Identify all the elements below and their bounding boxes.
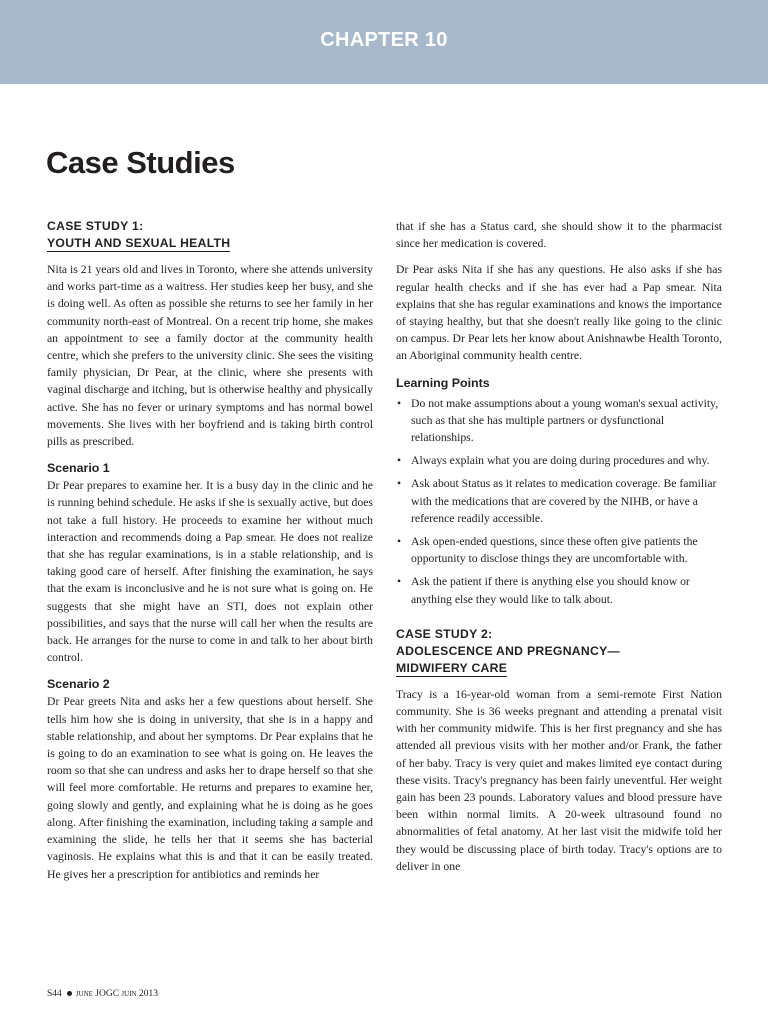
list-item: • Always explain what you are doing during procedures and why. [396, 452, 722, 469]
scenario-2-heading: Scenario 2 [47, 677, 110, 692]
page-number: S44 [47, 989, 62, 999]
chapter-banner [0, 0, 768, 84]
list-item: • Ask about Status as it relates to medication coverage. Be familiar with the medications that are covered by the NIHB, or have a reference readily accessible. [397, 477, 717, 525]
journal-issue: june JOGC juin 2013 [75, 989, 158, 999]
case-study-2-number: CASE STUDY 2: [396, 626, 493, 641]
bullet-icon: • [397, 396, 402, 410]
bullet-icon: • [397, 477, 402, 491]
case-study-1-intro: Nita is 21 years old and lives in Toronto, where she attends university and works part-time as a waitress. Her studies keep her busy, and she is doing well. As often as possible she returns to see her family in her community north-east of Montreal. On a recent trip home, she makes an appointment to see a family doctor at the community health centre, which she prefers to the university clinic. She sees the visiting family physician, Dr Pear, at the clinic, where she presents with vaginal discharge and itching, but is otherwise healthy and physically active. She has no fever or urinary symptoms and has normal bowel movements. She lives with her boyfriend and is taking birth control pills as prescribed. [47, 263, 373, 449]
case-study-1-heading [47, 218, 373, 252]
list-item: • Ask the patient if there is anything else you should know or anything else they would like to talk about. [397, 575, 690, 606]
right-column [396, 218, 722, 875]
chapter-title: CHAPTER 10 [320, 29, 448, 51]
bullet-icon: • [397, 535, 402, 549]
case-study-2-text: Tracy is a 16-year-old woman from a semi-remote First Nation community. She is 36 weeks pregnant and attending a prenatal visit with her community midwife. This is her first pregnancy and she has attended all previous visits with her mother and/or Frank, the father of her baby. Tracy is very quiet and makes limited eye contact during these visits. Tracy's pregnancy has been fairly uneventful. Her weight gain has been 23 pounds. Laboratory values and blood pressure have been within normal limits. A 20-week ultrasound found no abnormalities of fetal anatomy. At her last visit the midwife told her they would be discussing place of birth today. Tracy's options are to deliver in one [396, 687, 722, 873]
scenario-1-heading: Scenario 1 [47, 461, 110, 476]
case-study-2-title-line1: ADOLESCENCE AND PREGNANCY— [396, 643, 621, 658]
page-title: Case Studies [46, 145, 235, 180]
scenario-2-paragraph-2: Dr Pear asks Nita if she has any questions. He also asks if she has regular health checks and if she has ever had a Pap smear. Nita explains that she has regular examinations and knows the importance of staying healthy, but that she doesn't really like going to the clinic on campus. Dr Pear lets her know about Anishnawbe Health Toronto, an Aboriginal community health centre. [396, 263, 722, 363]
case-study-1-number: CASE STUDY 1: [47, 219, 144, 233]
scenario-1-text: Dr Pear prepares to examine her. It is a busy day in the clinic and he is running behind schedule. He asks if she is sexually active, but does not take a full history. He proceeds to examine her without much interaction and recommends doing a Pap smear. He does not realize that she has regular examinations, is in a stable relationship, and is taking good care of herself. After finishing the examination, he says that the exam is inconclusive and he is not sure what is going on. He suggests that she might have an STI, does not explain other possibilities, and says that the nurse will call her when the results are back. He arranges for the nurse to come in and talk to her about birth control. [47, 479, 373, 665]
left-column [47, 218, 373, 883]
learning-points-list [396, 395, 722, 608]
case-study-2-title-line2: MIDWIFERY CARE [396, 660, 508, 675]
scenario-2-text: Dr Pear greets Nita and asks her a few questions about herself. She tells him how she is doing in university, that she is in a happy and stable relationship, and about her symptoms. Dr Pear explains that he is going to do an examination to see what is going on. He leaves the room so that she can undress and asks her to drape herself so that she will feel more comfortable. He returns and prepares to examine her, going slowly and gently, and explaining what he is doing as he goes along. After finishing the examination, including taking a sample and examining the slide, he tells her that it seems she has bacterial vaginosis. He explains what this is and that it can be easily treated. He gives her a prescription for antibiotics and reminds her [47, 695, 373, 881]
bullet-icon: • [397, 454, 402, 468]
page-footer [47, 989, 158, 999]
case-study-1-title: YOUTH AND SEXUAL HEALTH [47, 236, 231, 250]
list-item: • Do not make assumptions about a young woman's sexual activity, such as that she has multiple partners or dysfunctional relationships. [397, 396, 719, 445]
bullet-icon: • [397, 575, 402, 589]
case-study-2-heading [396, 626, 722, 677]
bullet-dot-icon [67, 991, 72, 996]
learning-points-heading: Learning Points [396, 375, 490, 390]
scenario-2-continuation: that if she has a Status card, she should show it to the pharmacist since her medication is covered. [396, 220, 722, 251]
list-item: • Ask open-ended questions, since these often give patients the opportunity to disclose things they are uncomfortable with. [397, 535, 698, 566]
